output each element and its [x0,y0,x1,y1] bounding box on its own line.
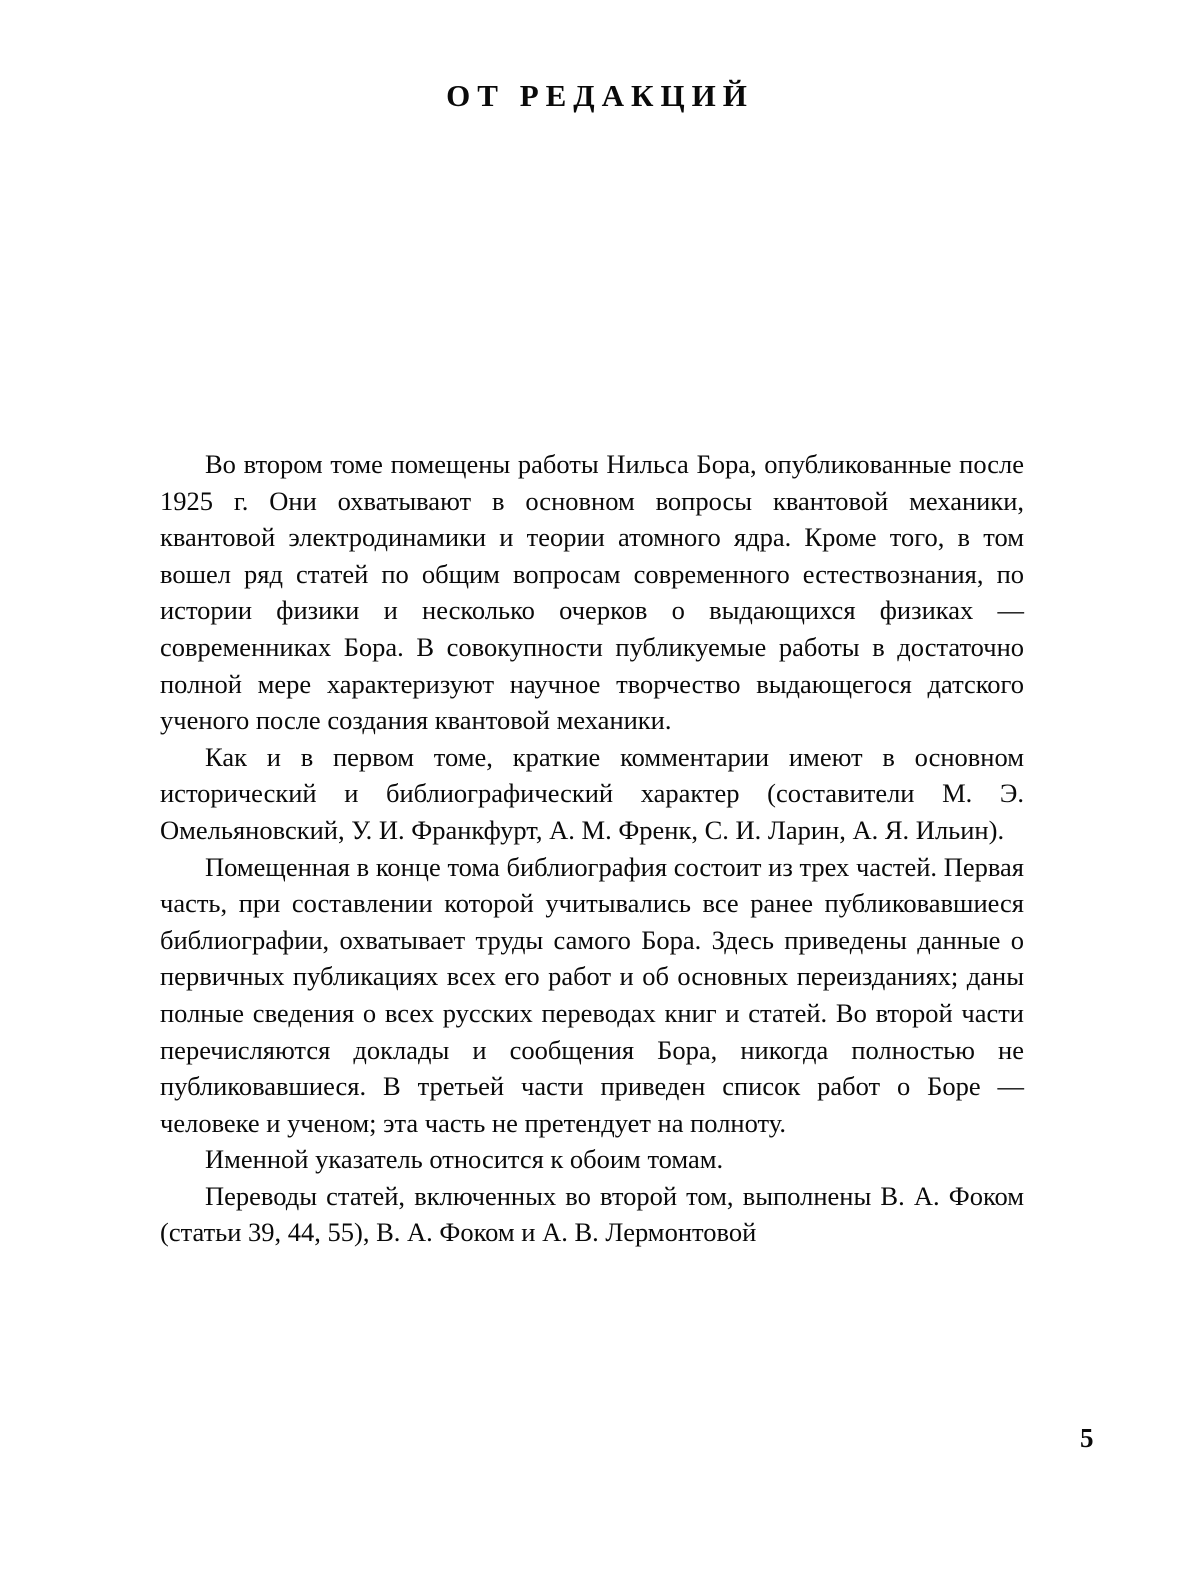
paragraph-index: Именной указатель относится к обоим томам. [205,1144,724,1175]
paragraph-contents: Во втором томе помещены работы Нильса Бора, опубликованные после 1925 г. Они охватывают в основном вопросы квантовой механики, квантовой электродинамики и теории атомного ядра. Кроме того, в том вошел ряд статей по общим вопросам современного естествознания, по истории физики и несколько очерков о выдающихся физиках — современниках Бора. В совокупности публикуемые работы в достаточно полной мере характеризуют научное творчество выдающегося датского ученого после создания квантовой механики. [160,449,1024,736]
paragraph-bibliography: Помещенная в конце тома библиография состоит из трех частей. Первая часть, при составлении которой учитывались все ранее публиковавшиеся библиографии, охватывает труды самого Бора. Здесь приведены данные о первичных публикациях всех его работ и об основных переизданиях; даны полные сведения о всех русских переводах книг и статей. Во второй части перечисляются доклады и сообщения Бора, никогда полностью не публиковавшиеся. В третьей части приведен список работ о Боре — человеке и ученом; эта часть не претендует на полноту. [160,851,1024,1138]
page-title: ОТ РЕДАКЦИЙ [446,78,754,113]
body-text [160,446,1024,1251]
paragraph-commentary: Как и в первом томе, краткие комментарии имеют в основном исторический и библиографический характер (составители М. Э. Омельяновский, У. И. Франкфурт, А. М. Френк, С. И. Ларин, А. Я. Ильин). [160,741,1024,845]
page-number: 5 [1080,1423,1094,1453]
paragraph-translations: Переводы статей, включенных во второй том, выполнены В. А. Фоком (статьи 39, 44, 55), В. А. Фоком и А. В. Лермонтовой [160,1180,1024,1248]
